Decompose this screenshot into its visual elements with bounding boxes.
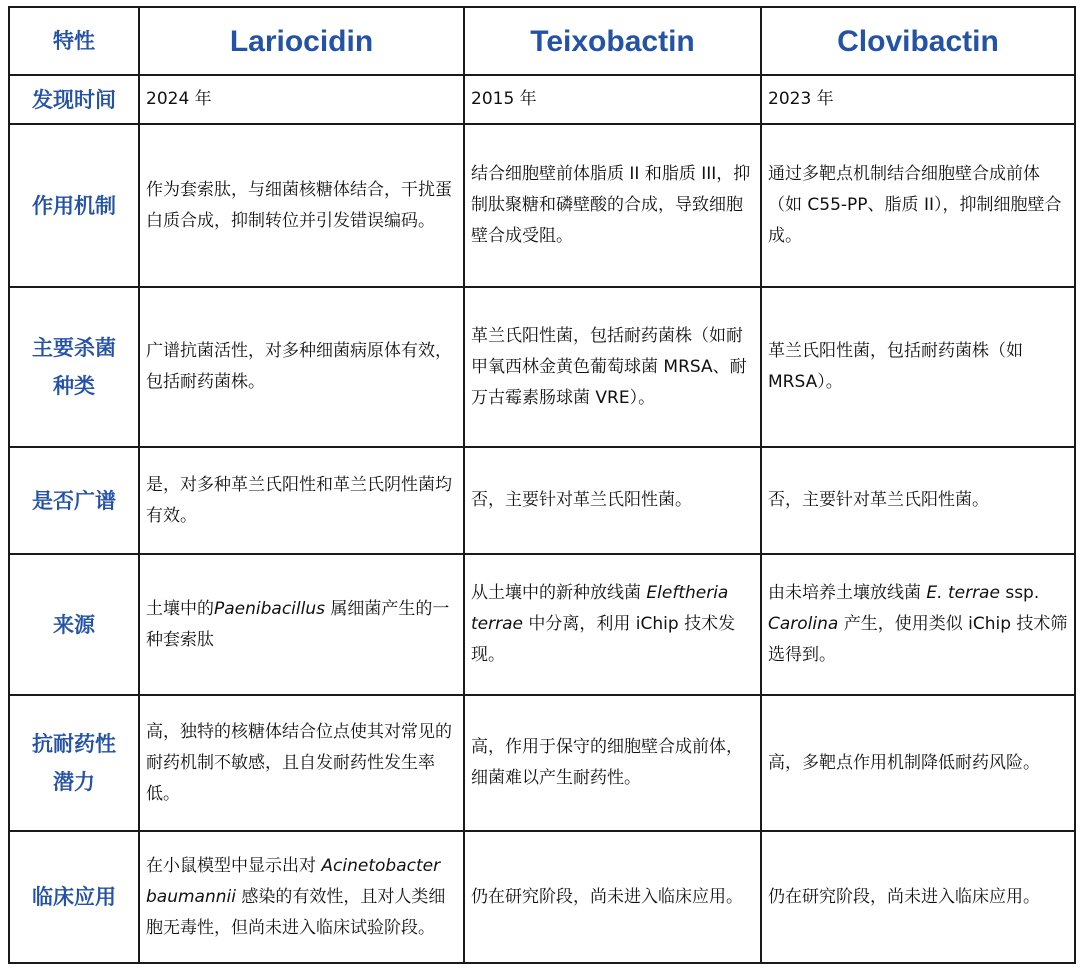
cell-clovibactin-mechanism: 通过多靶点机制结合细胞壁合成前体（如 C55-PP、脂质 II），抑制细胞壁合成。 [761, 124, 1075, 287]
row-label-discovery-time: 发现时间 [9, 75, 139, 124]
row-label-resistance [9, 695, 139, 831]
cell-clovibactin-clinical: 仍在研究阶段，尚未进入临床应用。 [761, 831, 1075, 963]
text-segment: 属细菌产生的一种套索肽 [146, 598, 450, 650]
text-segment: 由未培养土壤放线菌 [768, 583, 927, 603]
row-label-spectrum-line2: 种类 [53, 374, 95, 398]
species-name: Acinetobacter baumannii [146, 855, 441, 907]
cell-clovibactin-discovery: 2023 年 [761, 75, 1075, 124]
cell-clovibactin-source [761, 554, 1075, 695]
row-label-broad-spectrum: 是否广谱 [9, 447, 139, 554]
cell-lariocidin-spectrum: 广谱抗菌活性，对多种细菌病原体有效，包括耐药菌株。 [139, 287, 464, 447]
cell-lariocidin-broad: 是，对多种革兰氏阳性和革兰氏阴性菌均有效。 [139, 447, 464, 554]
cell-lariocidin-mechanism: 作为套索肽，与细菌核糖体结合，干扰蛋白质合成，抑制转位并引发错误编码。 [139, 124, 464, 287]
cell-lariocidin-clinical [139, 831, 464, 963]
cell-teixobactin-source [464, 554, 761, 695]
species-name: Eleftheria terrae [471, 583, 729, 634]
text-segment: 感染的有效性，且对人类细胞无毒性，但尚未进入临床试验阶段。 [146, 886, 446, 938]
header-lariocidin: Lariocidin [139, 7, 464, 75]
header-teixobactin: Teixobactin [464, 7, 761, 75]
row-broad-spectrum [9, 447, 1075, 554]
cell-clovibactin-resistance: 高，多靶点作用机制降低耐药风险。 [761, 695, 1075, 831]
species-name: E. terrae [926, 583, 1000, 603]
cell-teixobactin-discovery: 2015 年 [464, 75, 761, 124]
subspecies-name: Carolina [768, 614, 839, 634]
cell-teixobactin-resistance: 高，作用于保守的细胞壁合成前体，细菌难以产生耐药性。 [464, 695, 761, 831]
row-label-resistance-line2: 潜力 [53, 770, 95, 794]
text-segment: 土壤中的 [146, 598, 214, 619]
cell-lariocidin-discovery: 2024 年 [139, 75, 464, 124]
header-clovibactin: Clovibactin [761, 7, 1075, 75]
cell-teixobactin-mechanism: 结合细胞壁前体脂质 II 和脂质 III，抑制肽聚糖和磷壁酸的合成，导致细胞壁合成受阻。 [464, 124, 761, 287]
species-name: Paenibacillus [214, 598, 325, 619]
text-segment: ssp. [999, 583, 1040, 603]
row-label-resistance-line1: 抗耐药性 [32, 732, 116, 756]
text-segment: 从土壤中的新种放线菌 [471, 583, 647, 603]
cell-teixobactin-spectrum: 革兰氏阳性菌，包括耐药菌株（如耐甲氧西林金黄色葡萄球菌 MRSA、耐万古霉素肠球菌 VRE）。 [464, 287, 761, 447]
cell-teixobactin-clinical: 仍在研究阶段，尚未进入临床应用。 [464, 831, 761, 963]
row-label-clinical: 临床应用 [9, 831, 139, 963]
cell-clovibactin-broad: 否，主要针对革兰氏阳性菌。 [761, 447, 1075, 554]
row-clinical-application [9, 831, 1075, 963]
cell-lariocidin-source [139, 554, 464, 695]
comparison-table [8, 6, 1076, 964]
row-discovery-time [9, 75, 1075, 124]
cell-teixobactin-broad: 否，主要针对革兰氏阳性菌。 [464, 447, 761, 554]
row-label-spectrum [9, 287, 139, 447]
header-feature: 特性 [9, 7, 139, 75]
cell-clovibactin-spectrum: 革兰氏阳性菌，包括耐药菌株（如 MRSA）。 [761, 287, 1075, 447]
header-row [9, 7, 1075, 75]
row-label-source: 来源 [9, 554, 139, 695]
row-source [9, 554, 1075, 695]
row-mechanism [9, 124, 1075, 287]
text-segment: 产生，使用类似 iChip 技术筛选得到。 [768, 614, 1068, 665]
text-segment: 中分离，利用 iChip 技术发现。 [471, 614, 736, 665]
text-segment: 在小鼠模型中显示出对 [146, 855, 322, 876]
row-spectrum [9, 287, 1075, 447]
row-label-mechanism: 作用机制 [9, 124, 139, 287]
cell-lariocidin-resistance: 高，独特的核糖体结合位点使其对常见的耐药机制不敏感，且自发耐药性发生率低。 [139, 695, 464, 831]
row-resistance-potential [9, 695, 1075, 831]
row-label-spectrum-line1: 主要杀菌 [32, 336, 116, 360]
